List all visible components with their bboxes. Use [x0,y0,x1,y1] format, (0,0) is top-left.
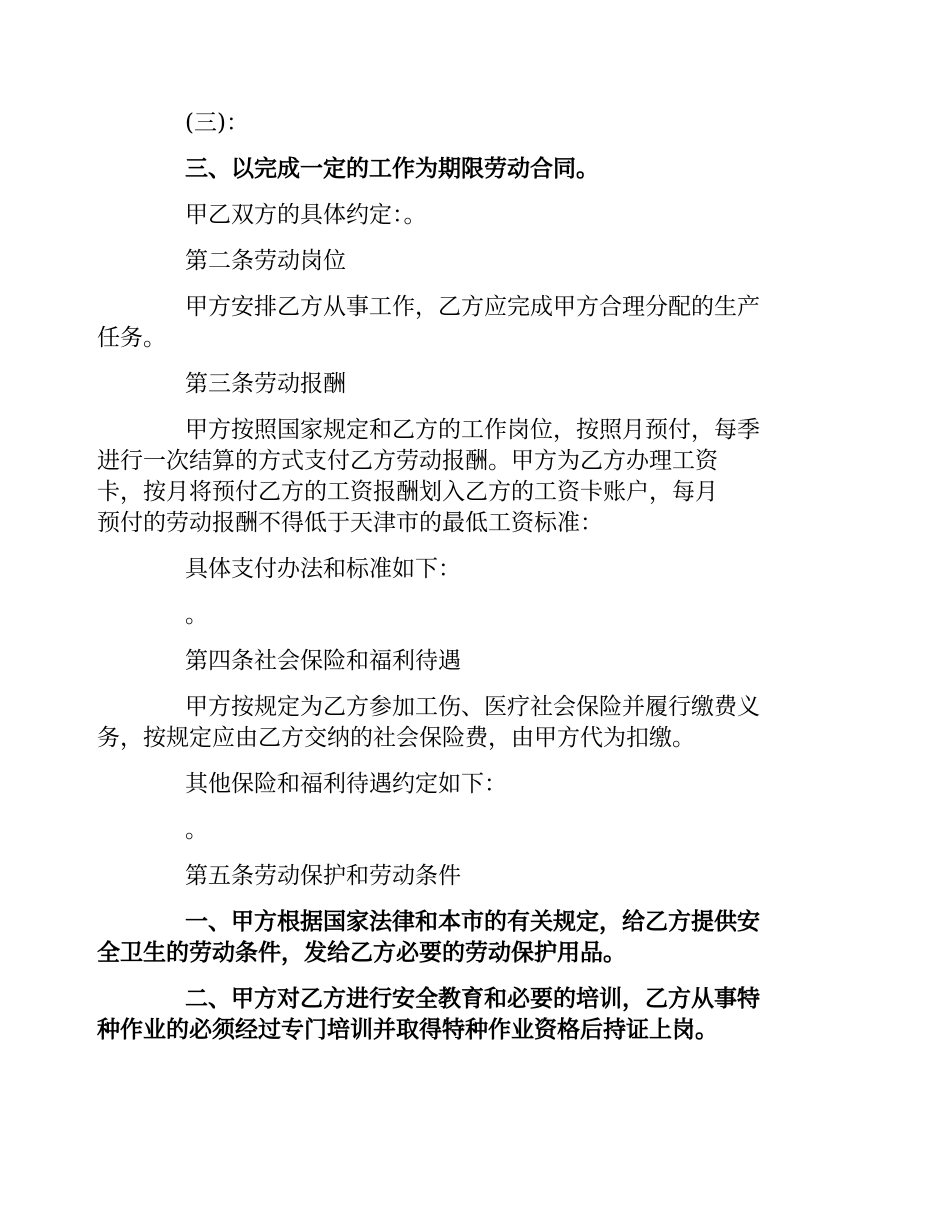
text-line: 。 [185,602,208,628]
paragraph-blank-period-2 [141,815,809,846]
text-line: 务，按规定应由乙方交纳的社会保险费，由甲方代为扣缴。 [97,725,695,751]
heading-article-four [141,646,809,677]
text-line: 一、甲方根据国家法律和本市的有关规定，给乙方提供安 [185,909,760,935]
text-line: 二、甲方对乙方进行安全教育和必要的培训，乙方从事特 [185,986,760,1012]
paragraph-contract-type-three [141,154,809,185]
heading-article-three [141,369,809,400]
text-line: 其他保险和福利待遇约定如下： [185,771,507,797]
text-line: 卡，按月将预付乙方的工资报酬划入乙方的工资卡账户，每月 [97,479,718,505]
text-line: 第四条社会保险和福利待遇 [185,648,461,674]
document-body [97,108,809,1061]
paragraph-specific-agreement [141,200,809,231]
text-line: 。 [185,817,208,843]
text-line: 三、以完成一定的工作为期限劳动合同。 [185,156,599,182]
text-line: (三)： [185,110,249,136]
text-line: 具体支付办法和标准如下： [185,556,461,582]
paragraph-blank-period-1 [141,600,809,631]
text-line: 进行一次结算的方式支付乙方劳动报酬。甲方为乙方办理工资 [97,448,718,474]
text-line: 全卫生的劳动条件，发给乙方必要的劳动保护用品。 [97,940,626,966]
paragraph-section-three-label [141,108,809,139]
heading-article-two [141,246,809,277]
text-line: 任务。 [97,325,166,351]
paragraph-job-assignment [97,292,809,354]
paragraph-payment-method [141,554,809,585]
text-line: 第三条劳动报酬 [185,371,346,397]
text-line: 第五条劳动保护和劳动条件 [185,863,461,889]
heading-article-five [141,861,809,892]
text-line: 甲方按规定为乙方参加工伤、医疗社会保险并履行缴费义 [185,694,760,720]
paragraph-remuneration [97,415,809,539]
paragraph-safety-training [97,984,809,1046]
paragraph-safety-conditions [97,907,809,969]
text-line: 种作业的必须经过专门培训并取得特种作业资格后持证上岗。 [97,1017,718,1043]
text-line: 第二条劳动岗位 [185,248,346,274]
text-line: 甲方安排乙方从事工作，乙方应完成甲方合理分配的生产 [185,294,760,320]
text-line: 甲方按照国家规定和乙方的工作岗位，按照月预付，每季 [185,417,760,443]
paragraph-social-insurance [97,692,809,754]
text-line: 预付的劳动报酬不得低于天津市的最低工资标准： [97,510,603,536]
text-line: 甲乙双方的具体约定：。 [185,202,427,228]
paragraph-other-benefits [141,769,809,800]
